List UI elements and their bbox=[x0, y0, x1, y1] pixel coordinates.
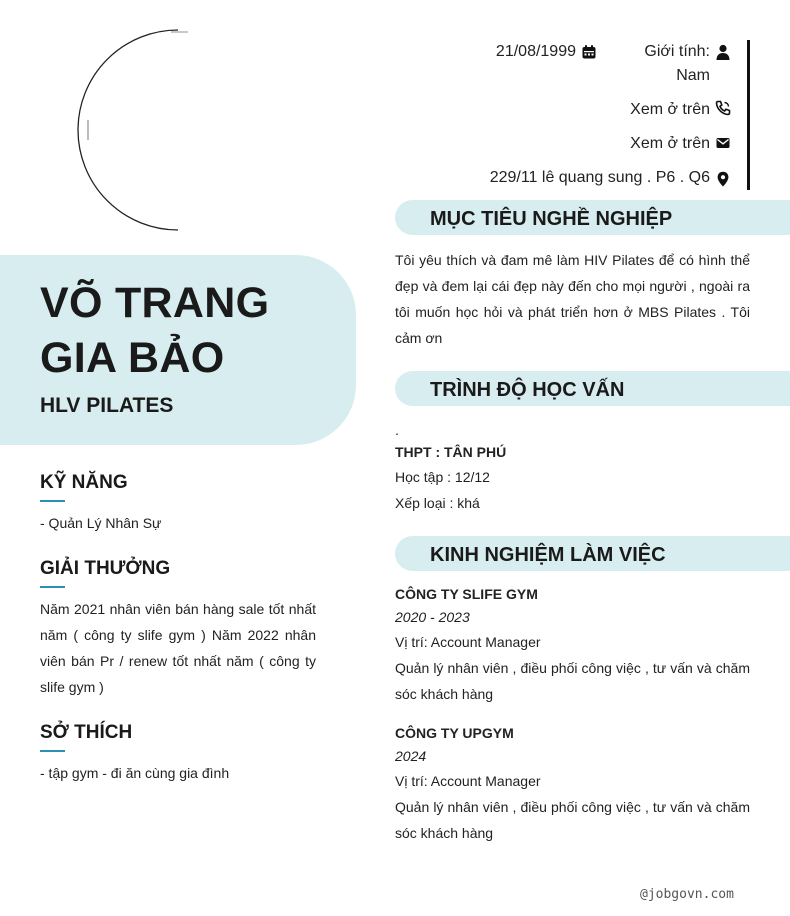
experience-heading: KINH NGHIỆM LÀM VIỆC bbox=[430, 544, 666, 566]
education-heading: TRÌNH ĐỘ HỌC VẤN bbox=[430, 379, 625, 401]
job-description: Quản lý nhân viên , điều phối công việc , tư vấn và chăm sóc khách hàng bbox=[395, 660, 750, 702]
objective-heading: MỤC TIÊU NGHỀ NGHIỆP bbox=[430, 208, 673, 230]
job-period: 2024 bbox=[395, 748, 427, 764]
person-icon bbox=[715, 44, 731, 60]
job-position: Vị trí: Account Manager bbox=[395, 773, 541, 789]
phone-icon bbox=[715, 100, 731, 116]
skills-text: - Quản Lý Nhân Sự bbox=[40, 515, 162, 531]
skills-underline bbox=[40, 500, 65, 502]
full-name-line2: GIA BẢO bbox=[40, 334, 225, 382]
job-company: CÔNG TY SLIFE GYM bbox=[395, 586, 538, 602]
job-position: Vị trí: Account Manager bbox=[395, 634, 541, 650]
objective-text: Tôi yêu thích và đam mê làm HIV Pilates để có hình thể đẹp và đem lại cái đẹp này đến cho mọi người , ngoài ra tôi muốn học hỏi và phát triển hơn ở MBS Pilates . Tôi cảm ơn bbox=[395, 252, 750, 346]
job-description: Quản lý nhân viên , điều phối công việc , tư vấn và chăm sóc khách hàng bbox=[395, 799, 750, 841]
phone-text: Xem ở trên bbox=[630, 101, 710, 118]
hobbies-text: - tập gym - đi ăn cùng gia đình bbox=[40, 765, 230, 781]
education-school: THPT : TÂN PHÚ bbox=[395, 444, 507, 460]
map-pin-icon bbox=[715, 171, 731, 187]
gender-value: Nam bbox=[676, 67, 710, 84]
email-text: Xem ở trên bbox=[630, 135, 710, 152]
job-title: HLV PILATES bbox=[40, 394, 174, 417]
hobbies-heading: SỞ THÍCH bbox=[40, 722, 133, 743]
awards-underline bbox=[40, 586, 65, 588]
awards-heading: GIẢI THƯỞNG bbox=[40, 558, 171, 579]
full-name-line1: VÕ TRANG bbox=[40, 279, 270, 327]
skills-heading: KỸ NĂNG bbox=[40, 472, 128, 493]
education-rank: Xếp loại : khá bbox=[395, 495, 480, 511]
birthdate-text: 21/08/1999 bbox=[495, 43, 576, 60]
education-dot: . bbox=[395, 422, 399, 438]
contact-divider bbox=[747, 40, 750, 190]
calendar-icon bbox=[581, 44, 597, 60]
address-text: 229/11 lê quang sung . P6 . Q6 bbox=[489, 169, 710, 186]
awards-text: Năm 2021 nhân viên bán hàng sale tốt nhất năm ( công ty slife gym ) Năm 2022 nhân viên bán Pr / renew tốt nhất năm ( công ty slife gym ) bbox=[40, 601, 316, 695]
job-company: CÔNG TY UPGYM bbox=[395, 725, 514, 741]
job-period: 2020 - 2023 bbox=[395, 609, 470, 625]
education-grade: Học tập : 12/12 bbox=[395, 469, 490, 485]
watermark-text: @jobgovn.com bbox=[640, 887, 734, 902]
avatar bbox=[76, 28, 280, 232]
gender-label: Giới tính: bbox=[644, 43, 710, 60]
hobbies-underline bbox=[40, 750, 65, 752]
envelope-icon bbox=[715, 135, 731, 151]
